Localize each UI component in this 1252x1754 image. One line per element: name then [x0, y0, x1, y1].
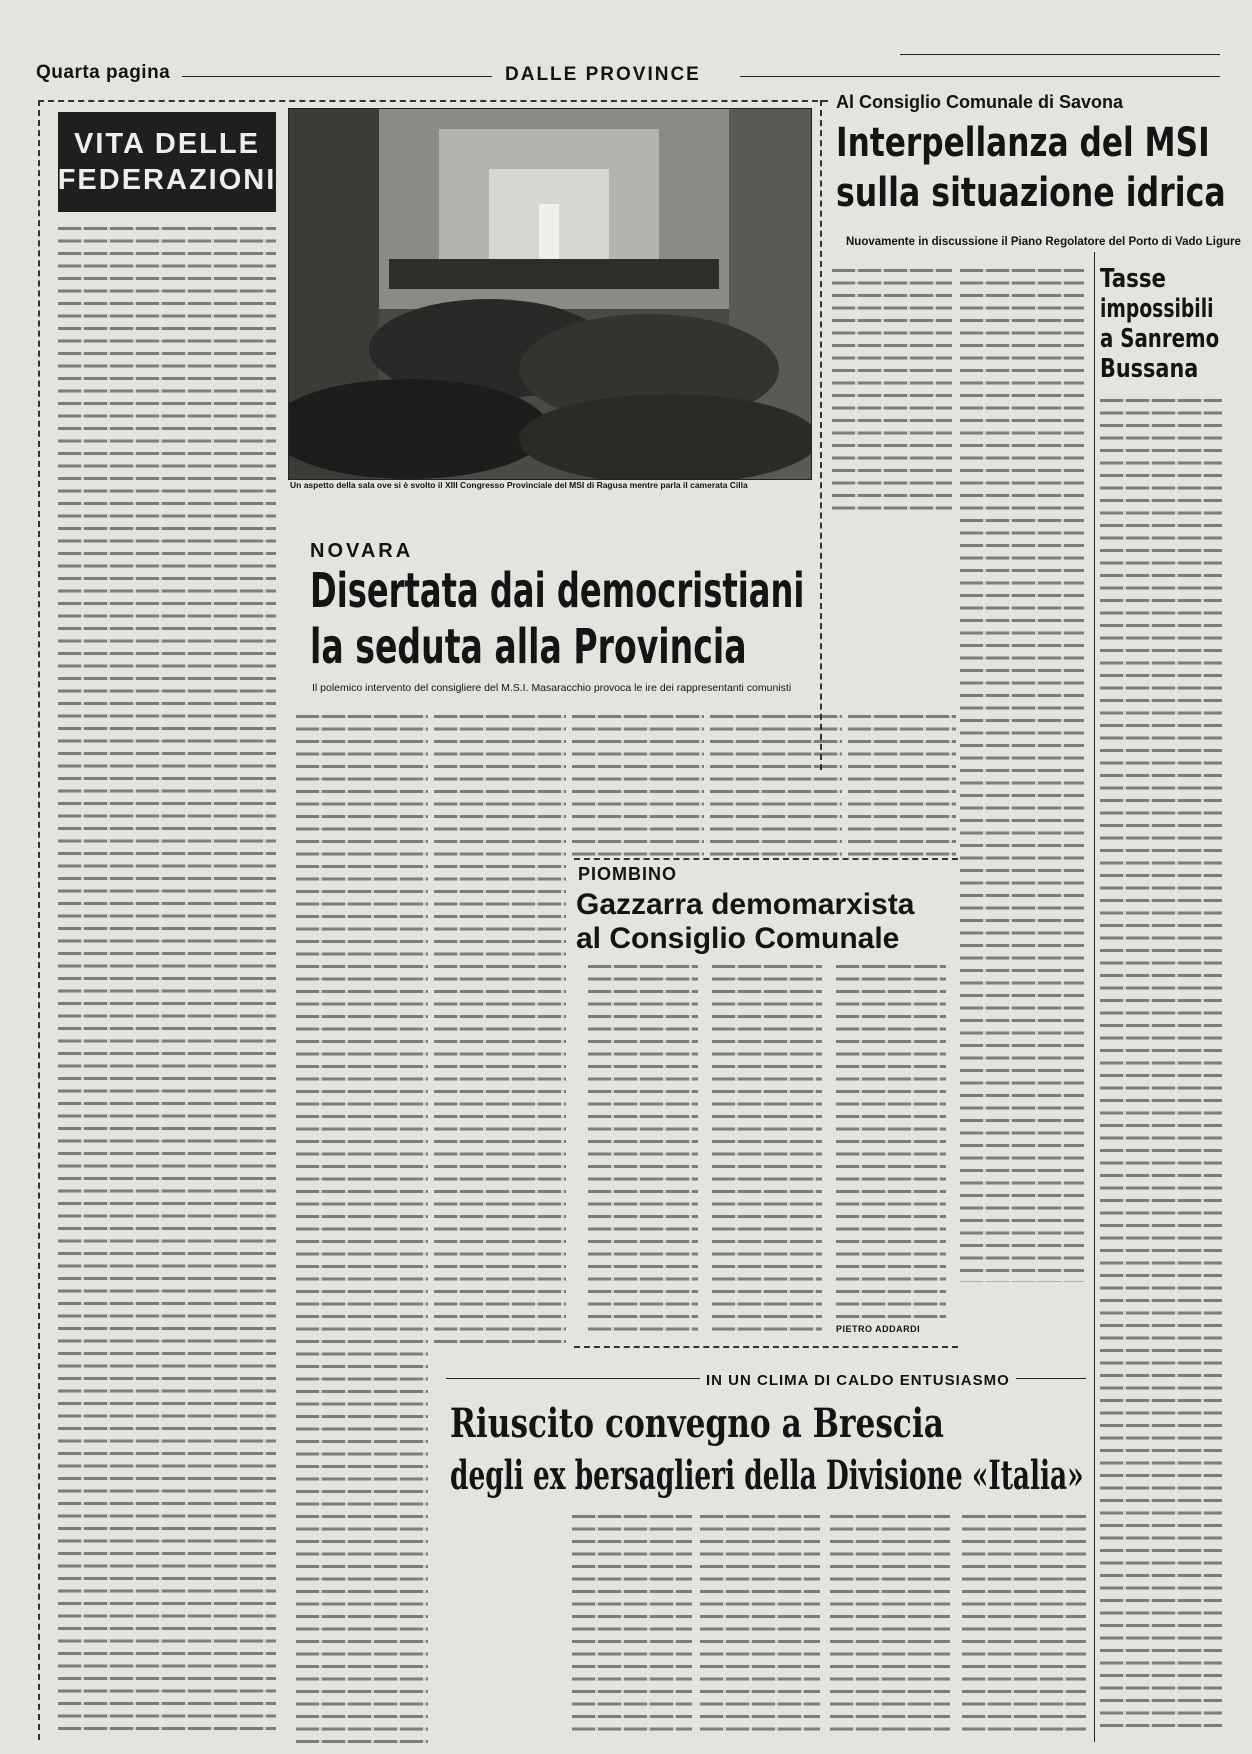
brescia-headline: Riuscito convegno a Brescia	[450, 1400, 944, 1447]
novara-body-col2	[434, 708, 566, 1348]
header-rule-right	[740, 76, 1220, 77]
piombino-body-col2	[712, 958, 822, 1338]
novara-body-col1	[296, 708, 428, 1748]
novara-body-col4	[710, 708, 842, 856]
sanremo-title-line1: Tasse	[1100, 264, 1167, 294]
header-rule-top	[900, 54, 1220, 55]
brescia-kicker: IN UN CLIMA DI CALDO ENTUSIASMO	[700, 1372, 1016, 1389]
brescia-body-col1	[572, 1508, 692, 1740]
sanremo-title	[1100, 264, 1230, 384]
novara-body-col5	[848, 708, 956, 856]
piombino-frame-bottom	[574, 1346, 958, 1348]
savona-headline-line2: sulla situazione idrica	[836, 170, 1226, 216]
novara-headline: Disertata dai democristiani	[310, 563, 805, 619]
page-section-label: Quarta pagina	[36, 62, 171, 83]
piombino-byline: PIETRO ADDARDI	[836, 1324, 921, 1334]
novara-body-col3	[572, 708, 704, 856]
frame-top	[38, 100, 828, 102]
piombino-body-col1	[588, 958, 698, 1338]
photo-caption: Un aspetto della sala ove si è svolto il XIII Congresso Provinciale del MSI di Ragusa mentre parla il camerata Cilla	[290, 480, 748, 490]
sanremo-rule-left	[1094, 252, 1095, 1742]
savona-body-col2	[960, 262, 1084, 1282]
federazioni-title-box	[58, 112, 276, 212]
savona-kicker: Al Consiglio Comunale di Savona	[836, 92, 1124, 112]
piombino-kicker: PIOMBINO	[578, 864, 678, 884]
congress-hall-image	[289, 109, 811, 479]
congress-photo	[288, 108, 812, 480]
sanremo-title-line2: impossibili	[1100, 294, 1214, 324]
piombino-headline-line2: al Consiglio Comunale	[576, 922, 900, 955]
brescia-body-col4	[962, 1508, 1086, 1740]
sanremo-title-line3: a Sanremo	[1100, 324, 1220, 354]
savona-headline: Interpellanza del MSI	[836, 120, 1210, 166]
sanremo-title-line4: Bussana	[1100, 354, 1199, 384]
section-title: DALLE PROVINCE	[505, 64, 701, 85]
piombino-body-col3	[836, 958, 946, 1318]
brescia-body-col3	[830, 1508, 950, 1740]
federazioni-body-text	[58, 220, 276, 1735]
piombino-frame-top	[574, 858, 958, 860]
federazioni-title-line1: VITA DELLE	[74, 128, 260, 160]
novara-kicker: NOVARA	[310, 540, 414, 562]
novara-subhead: Il polemico intervento del consigliere del M.S.I. Masaracchio provoca le ire dei rappresentanti comunisti	[312, 682, 792, 694]
piombino-headline: Gazzarra demomarxista	[576, 888, 915, 921]
savona-body-col1	[832, 262, 952, 512]
sanremo-body-text	[1100, 392, 1222, 1732]
federazioni-title-line2: FEDERAZIONI	[57, 164, 277, 196]
brescia-body-col2	[700, 1508, 820, 1740]
novara-headline-line2: la seduta alla Provincia	[310, 619, 747, 675]
frame-left	[38, 100, 40, 1740]
frame-divider	[820, 100, 822, 770]
brescia-headline-line2: degli ex bersaglieri della Divisione «Italia»	[450, 1452, 1084, 1499]
savona-subhead: Nuovamente in discussione il Piano Regolatore del Porto di Vado Ligure	[846, 236, 1241, 248]
header-rule-left	[182, 76, 492, 77]
